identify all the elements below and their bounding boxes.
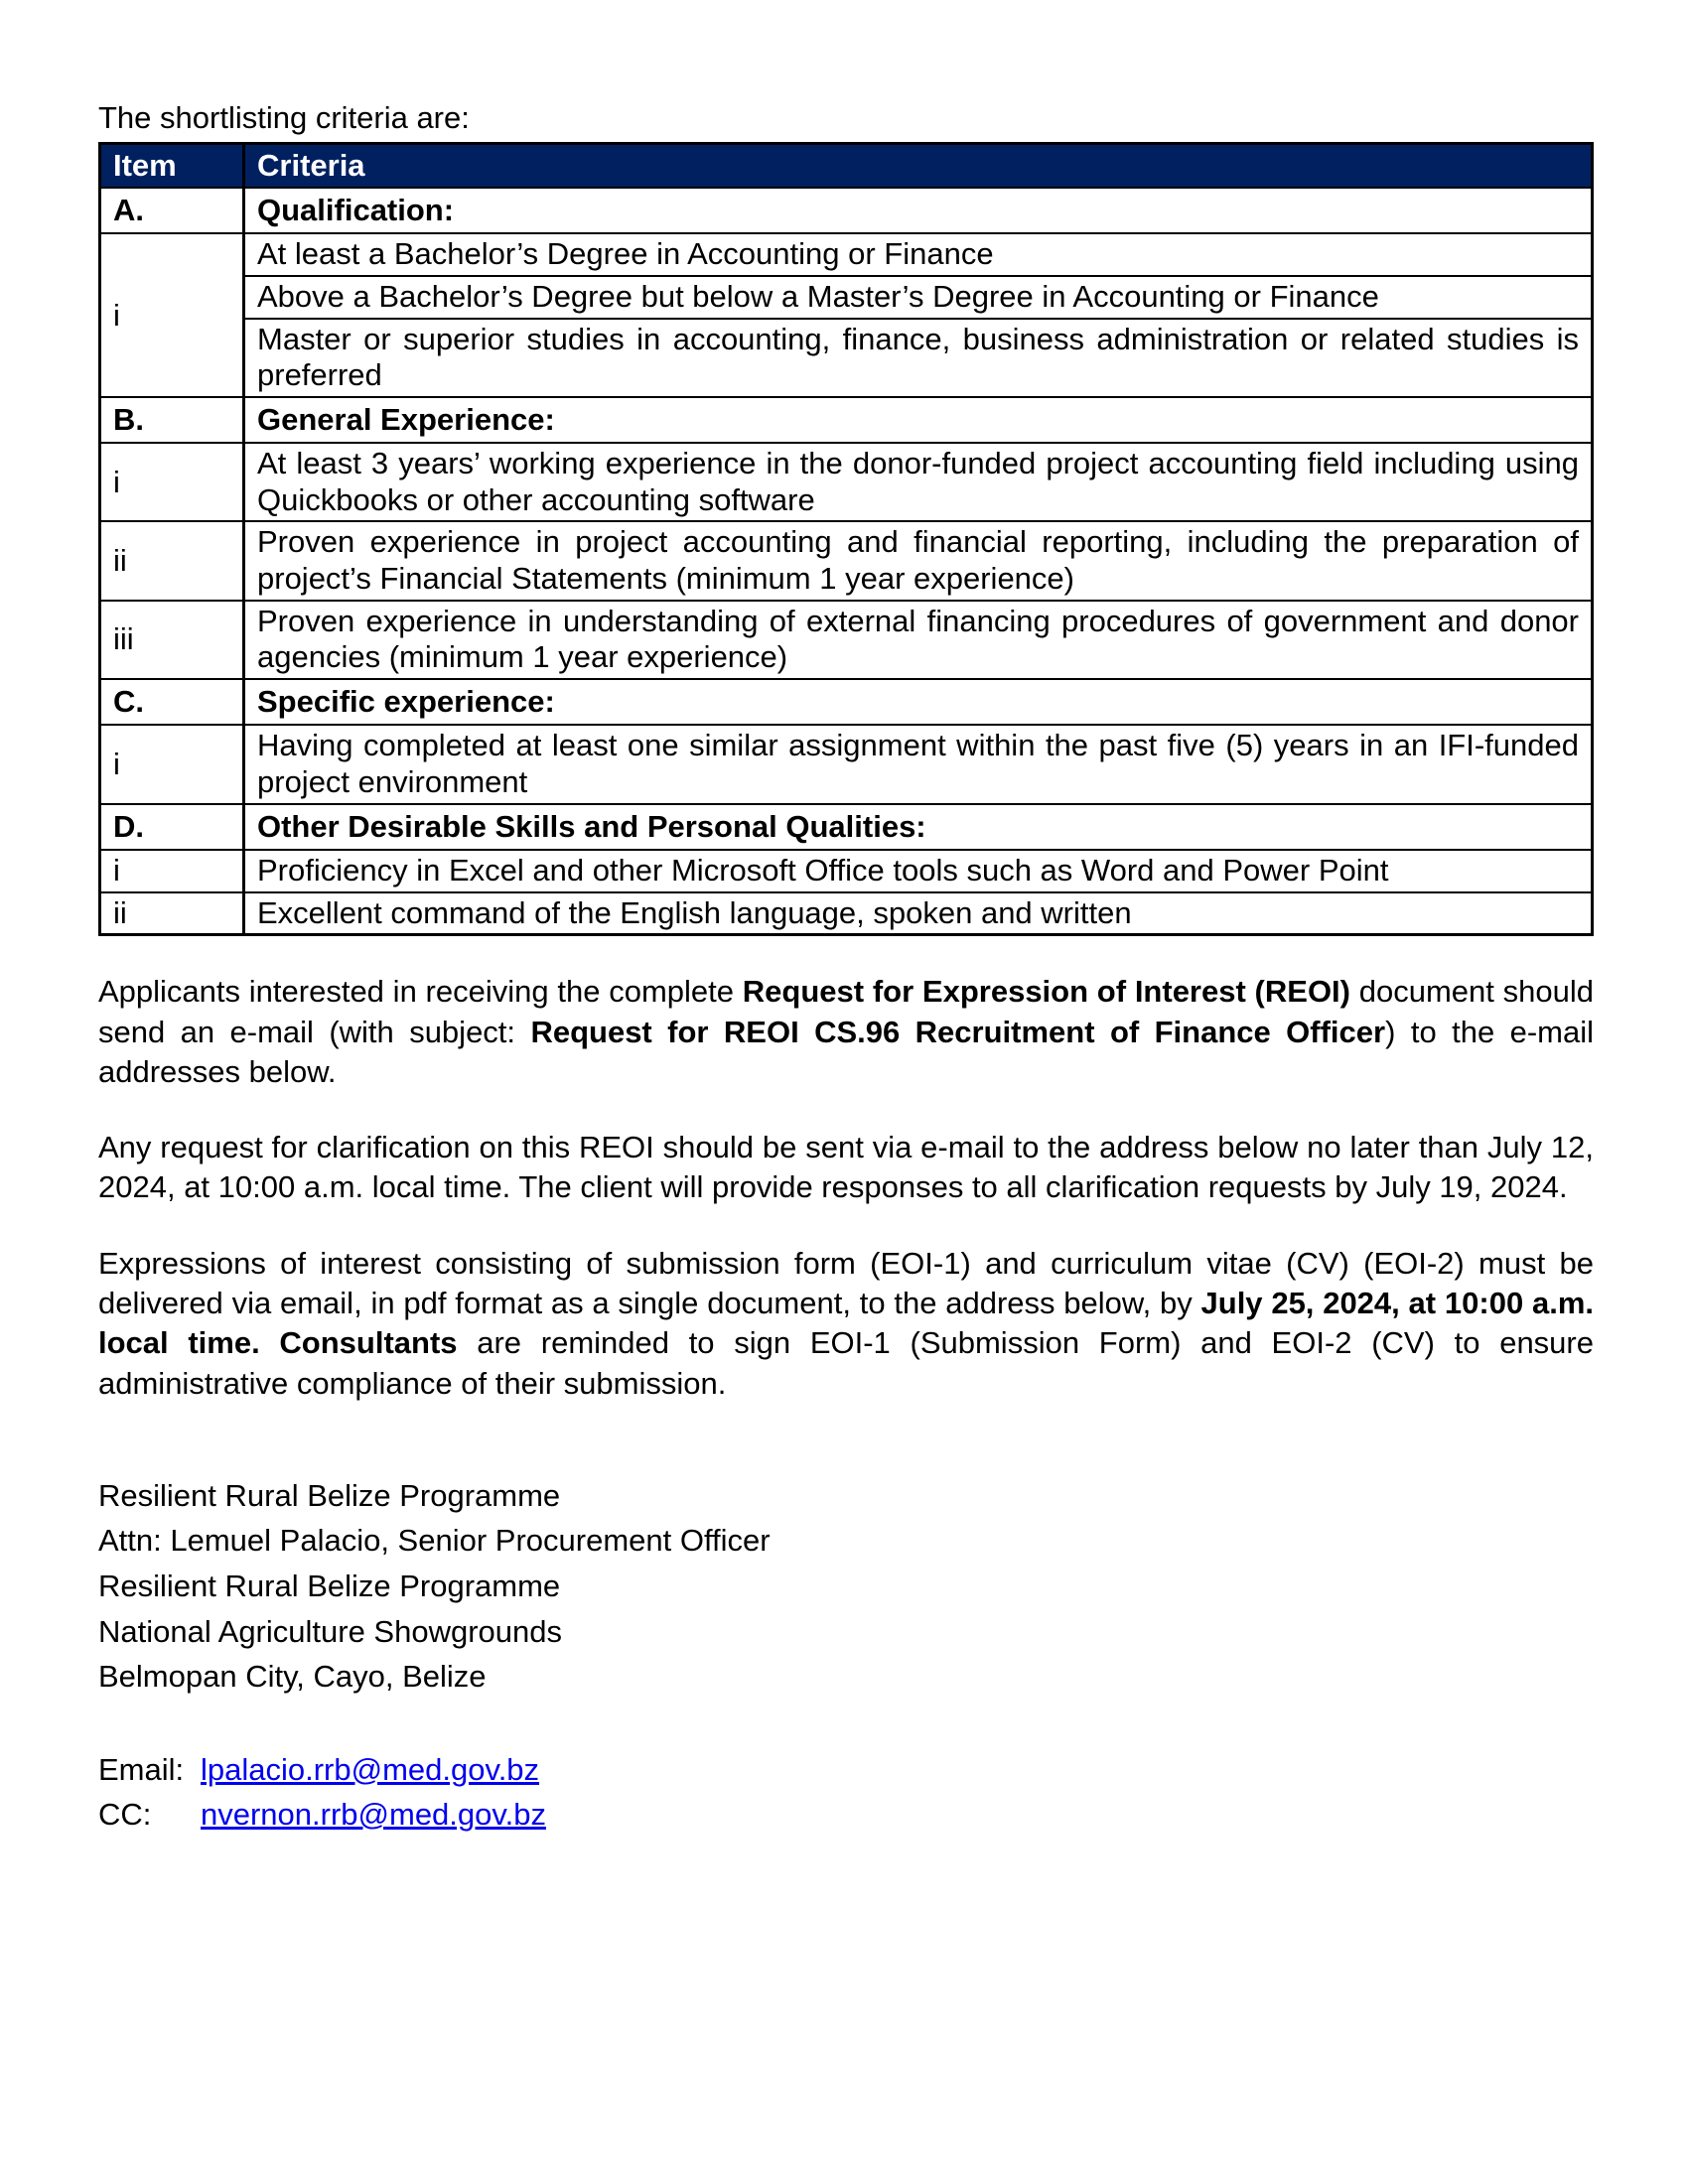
criteria-cell: At least 3 years’ working experience in the donor-funded project accounting field including using Quickbooks or other accounting software xyxy=(244,443,1593,521)
email-link[interactable]: lpalacio.rrb@med.gov.bz xyxy=(201,1751,540,1787)
cc-email-link[interactable]: nvernon.rrb@med.gov.bz xyxy=(201,1797,546,1833)
table-row-b-i xyxy=(100,443,1593,521)
item-cell: i xyxy=(100,725,244,803)
criteria-cell: Qualification: xyxy=(244,188,1593,234)
table-row-a-i-3 xyxy=(100,319,1593,397)
criteria-cell: Other Desirable Skills and Personal Qualities: xyxy=(244,804,1593,851)
criteria-cell: Excellent command of the English language, spoken and written xyxy=(244,892,1593,935)
cc-line xyxy=(98,1792,1594,1838)
criteria-cell: Proficiency in Excel and other Microsoft Office tools such as Word and Power Point xyxy=(244,850,1593,892)
table-row-d-ii xyxy=(100,892,1593,935)
criteria-cell: At least a Bachelor’s Degree in Accounting or Finance xyxy=(244,233,1593,276)
criteria-cell: Above a Bachelor’s Degree but below a Master’s Degree in Accounting or Finance xyxy=(244,276,1593,319)
table-row-section-a xyxy=(100,188,1593,234)
criteria-cell: Having completed at least one similar assignment within the past five (5) years in an IFI-funded project environment xyxy=(244,725,1593,803)
item-cell: i xyxy=(100,233,244,396)
item-cell: ii xyxy=(100,892,244,935)
criteria-cell: Specific experience: xyxy=(244,679,1593,726)
criteria-cell: Proven experience in project accounting and financial reporting, including the preparation of project’s Financial Statements (minimum 1 year experience) xyxy=(244,521,1593,600)
contact-line-attn: Attn: Lemuel Palacio, Senior Procurement Officer xyxy=(98,1523,771,1559)
criteria-cell: Proven experience in understanding of external financing procedures of government and donor agencies (minimum 1 year experience) xyxy=(244,601,1593,679)
contact-line-programme-2: Resilient Rural Belize Programme xyxy=(98,1569,561,1604)
shortlisting-criteria-table xyxy=(98,142,1594,936)
paragraph-submission-deadline: Expressions of interest consisting of submission form (EOI-1) and curriculum vitae (CV) (EOI-2) must be delivered via email, in pdf format as a single document, to the address below, by July 25, 2024, at 10:00 a.m. local time. Consultants are reminded to sign EOI-1 (Submission Form) and EOI-2 (CV) to ensure administrative compliance of their submission. xyxy=(98,1245,1594,1401)
item-cell: B. xyxy=(100,397,244,444)
table-row-a-i-2 xyxy=(100,276,1593,319)
table-row-d-i xyxy=(100,850,1593,892)
email-label: Email: xyxy=(98,1751,185,1787)
table-row-section-d xyxy=(100,804,1593,851)
table-row-b-iii xyxy=(100,601,1593,679)
table-header-criteria: Criteria xyxy=(244,144,1593,188)
criteria-cell: Master or superior studies in accounting, finance, business administration or related studies is preferred xyxy=(244,319,1593,397)
paragraph-clarification: Any request for clarification on this REOI should be sent via e-mail to the address below no later than July 12, 2024, at 10:00 a.m. local time. The client will provide responses to all clarification requests by July 19, 2024. xyxy=(98,1130,1594,1205)
table-header-item: Item xyxy=(100,144,244,188)
item-cell: i xyxy=(100,443,244,521)
document-content xyxy=(98,0,1594,1838)
cc-label: CC: xyxy=(98,1797,152,1833)
email-block xyxy=(98,1747,1594,1838)
item-cell: C. xyxy=(100,679,244,726)
table-row-section-b xyxy=(100,397,1593,444)
item-cell: A. xyxy=(100,188,244,234)
contact-block xyxy=(98,1473,1594,1700)
item-cell: i xyxy=(100,850,244,892)
table-row-b-ii xyxy=(100,521,1593,600)
item-cell: D. xyxy=(100,804,244,851)
contact-line-programme: Resilient Rural Belize Programme xyxy=(98,1477,561,1513)
email-line xyxy=(98,1747,1594,1793)
table-row-c-i xyxy=(100,725,1593,803)
table-row-section-c xyxy=(100,679,1593,726)
paragraph-reoi-request: Applicants interested in receiving the complete Request for Expression of Interest (REOI) document should send an e-mail (with subject: Request for REOI CS.96 Recruitment of Finance Officer) to the e-mail addresses below. xyxy=(98,974,1595,1089)
intro-line: The shortlisting criteria are: xyxy=(98,100,470,135)
item-cell: ii xyxy=(100,521,244,600)
contact-line-city: Belmopan City, Cayo, Belize xyxy=(98,1659,487,1695)
table-row-a-i-1 xyxy=(100,233,1593,276)
item-cell: iii xyxy=(100,601,244,679)
table-header-row xyxy=(100,144,1593,188)
contact-line-address: National Agriculture Showgrounds xyxy=(98,1613,562,1649)
criteria-cell: General Experience: xyxy=(244,397,1593,444)
